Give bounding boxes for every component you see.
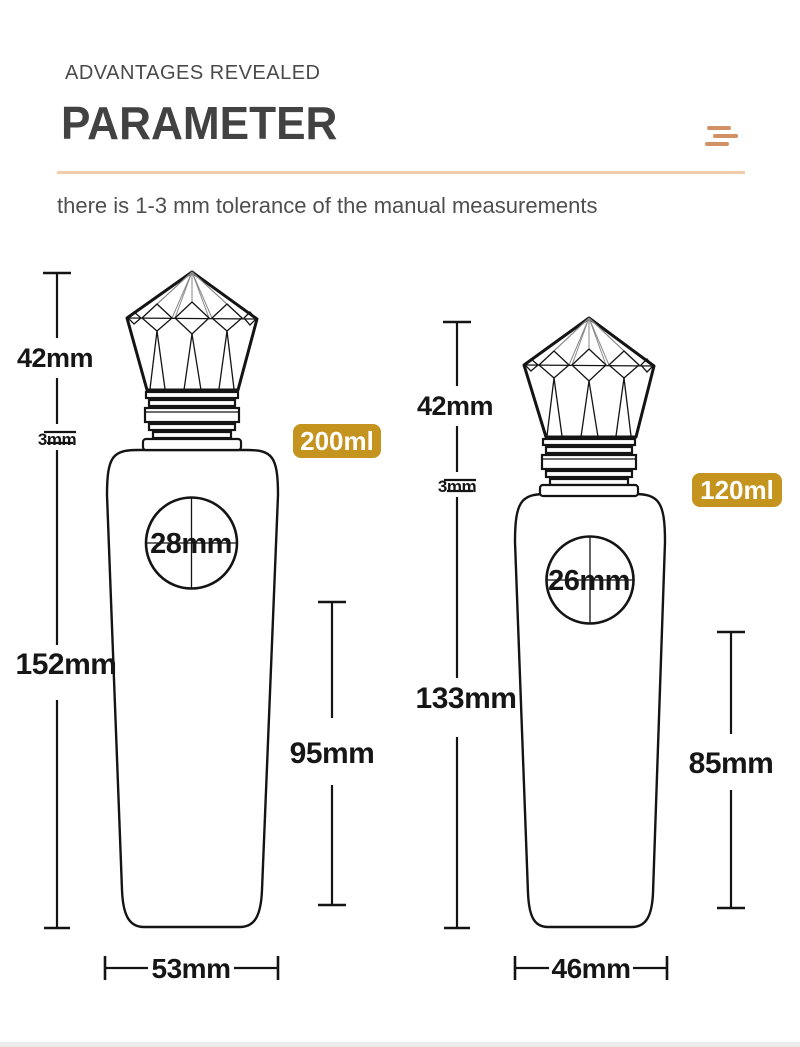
dimension-base-width (515, 953, 667, 984)
bottle-diagrams-canvas (0, 237, 800, 1047)
cap-height-label: 42mm (416, 391, 494, 421)
bottle-neck-rings (143, 392, 241, 450)
dimension-left-column (16, 273, 117, 928)
volume-badge-200ml (293, 424, 381, 458)
bottle-200ml-diagram (16, 272, 381, 984)
dimension-label-panel (290, 602, 375, 905)
dimension-base-width (105, 953, 278, 984)
neck-opening-circle (546, 536, 634, 624)
tolerance-note: there is 1-3 mm tolerance of the manual measurements (57, 193, 598, 218)
dimension-left-column (416, 322, 517, 928)
neck-diameter-label: 28mm (150, 528, 232, 560)
crystal-cap-drawing (524, 318, 654, 437)
bottle-neck-rings (540, 439, 638, 496)
body-height-label: 152mm (15, 648, 117, 681)
volume-badge-120ml (692, 473, 782, 507)
section-eyebrow: ADVANTAGES REVEALED (65, 62, 321, 84)
base-width-label: 46mm (551, 953, 631, 984)
page-title: PARAMETER (61, 97, 338, 149)
cap-height-label: 42mm (16, 343, 94, 373)
menu-bar-bottom (705, 142, 729, 146)
neck-opening-circle (145, 497, 238, 589)
next-section-edge (0, 1042, 800, 1047)
header-divider (57, 171, 745, 174)
neck-height-label: 3mm (437, 477, 477, 496)
crystal-cap-drawing (127, 272, 257, 390)
bottle-120ml-diagram (416, 318, 782, 984)
hamburger-lines-icon (705, 126, 739, 147)
neck-diameter-label: 26mm (548, 565, 630, 597)
label-panel-height-label: 85mm (688, 747, 774, 780)
dimension-label-panel (689, 632, 774, 908)
neck-height-label: 3mm (37, 430, 77, 449)
volume-label: 120ml (700, 475, 774, 505)
body-height-label: 133mm (415, 682, 517, 715)
menu-bar-middle (713, 134, 738, 138)
volume-label: 200ml (300, 426, 374, 456)
label-panel-height-label: 95mm (289, 737, 375, 770)
base-width-label: 53mm (151, 953, 231, 984)
menu-bar-top (707, 126, 731, 130)
